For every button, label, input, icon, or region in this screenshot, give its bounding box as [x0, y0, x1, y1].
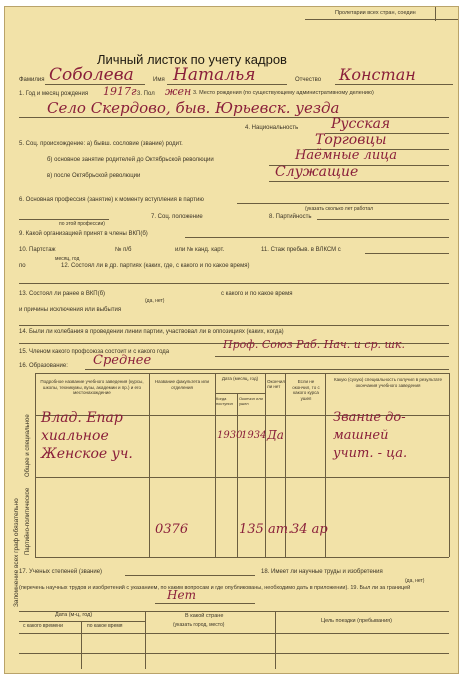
- side-general-education: Общее и специальное: [25, 414, 31, 477]
- party-label: 8. Партийность: [269, 214, 312, 220]
- institution-line-2: хиальное: [41, 428, 109, 444]
- surname-value: Соболева: [49, 65, 134, 85]
- social-origin-label: 5. Соц. происхождение: а) бывш. сословие (звание) родит.: [19, 141, 183, 147]
- note-hours: 135 ат.: [239, 522, 293, 537]
- name-label: Имя: [153, 77, 165, 83]
- bottom-head-country-sub: (указать город, место): [173, 622, 225, 628]
- year-finished: 1934: [241, 430, 267, 441]
- degrees-label: 17. Ученых степеней (звание): [19, 569, 103, 575]
- bottom-col-3: [275, 611, 276, 669]
- bottom-table-date-split: [19, 621, 145, 622]
- note-month: 34 ар: [291, 522, 328, 537]
- earlier-member-period: с какого и по какое время: [221, 291, 293, 297]
- table-col3: [237, 393, 238, 557]
- occupation-after-line: [269, 181, 449, 182]
- surname-label: Фамилия: [19, 77, 45, 83]
- abroad-label: (перечень научных трудов и изобретений с указанием, по каким вопросам и где опубликованы, необходимо дать в приложении). 19. Был ли за границей: [19, 585, 411, 591]
- bottom-head-country: В какой стране: [185, 613, 224, 619]
- party-card-label: № п/б: [115, 247, 132, 253]
- patronymic-line: [335, 84, 453, 85]
- table-head-date: Дата (месяц, год): [221, 376, 259, 381]
- degrees-line: [125, 575, 255, 576]
- education-value: Среднее: [93, 353, 152, 368]
- table-head-finished: Окончил ли нет: [267, 379, 285, 390]
- union-line: [215, 356, 449, 357]
- bottom-col-1: [81, 621, 82, 669]
- header-slogan: Пролетарии всех стран, соедин: [335, 10, 416, 16]
- occupation-before-value: Наёмные лица: [295, 148, 398, 163]
- specialty-line-3: учит. - ца.: [333, 446, 408, 461]
- scientific-works-sub: (да, нет): [405, 578, 425, 584]
- abroad-line: [155, 603, 255, 604]
- occupation-after-label: в) после Октябрьской революции: [47, 173, 141, 179]
- birthplace-label: 3. Место рождения (по существующему административному делению): [193, 90, 374, 96]
- table-head-faculty: Название факультета или отделения: [154, 379, 210, 390]
- table-head-course: Если не окончил, то с какого курса ушел: [292, 379, 320, 401]
- patronymic-label: Отчество: [295, 77, 322, 83]
- table-col1: [149, 373, 150, 557]
- bottom-head-from: с какого времени: [23, 623, 63, 629]
- table-top: [35, 373, 449, 374]
- exclusion-label: и причины исключения или выбытия: [19, 307, 122, 313]
- komsomol-label: 11. Стаж пребыв. в ВЛКСМ с: [261, 247, 341, 253]
- institution-line-1: Влад. Епар: [41, 410, 123, 426]
- birth-year: 1917г: [103, 85, 137, 98]
- other-parties-line: [19, 283, 449, 284]
- table-head-institution: Подробное название учебного заведения (курсы, школы, техникумы, вузы, академии и пр.) и его местонахождение: [40, 379, 144, 396]
- nationality-value: Русская: [331, 116, 391, 132]
- personnel-form: [4, 6, 459, 674]
- table-section-line: [35, 477, 449, 478]
- year-entered: 1930: [217, 430, 243, 441]
- side-instruction: Запомнение всех граф обязательно: [13, 498, 20, 607]
- table-head-specialty: Какую (сухую) специальность получил в результате окончания учебного заведения: [334, 377, 442, 388]
- scientific-works-label: 18. Имеет ли научные труды и изобретения: [261, 569, 383, 575]
- komsomol-line: [365, 253, 449, 254]
- profession-note: (указать сколько лет работал: [305, 206, 374, 212]
- finished-value: Да: [267, 428, 284, 442]
- education-line: [85, 369, 449, 370]
- profession-line: [237, 203, 449, 204]
- birth-label: 1. Год и месяц рождения: [19, 91, 89, 97]
- table-col0: [35, 373, 36, 557]
- side-party-education: Партийно-политическое: [25, 487, 31, 555]
- bottom-head-purpose: Цель поездки (пребывания): [321, 618, 392, 624]
- party-stage-sub: месяц, год: [55, 256, 80, 262]
- bottom-table-header-bottom: [19, 633, 449, 634]
- union-value: Проф. Союз Раб. Нач. и ср. шк.: [223, 338, 405, 351]
- table-date-split: [215, 393, 265, 394]
- social-status-label: 7. Соц. положение: [151, 214, 203, 220]
- party-line: [317, 219, 449, 220]
- nationality-label: 4. Национальность: [245, 125, 299, 131]
- specialty-line-1: Звание до-: [333, 410, 406, 425]
- education-label: 16. Образование:: [19, 363, 68, 369]
- patronymic-value: Констан: [339, 65, 416, 84]
- bottom-table-row: [19, 653, 449, 654]
- until-label: по: [19, 263, 26, 269]
- profession-years-line: [19, 219, 109, 220]
- accepted-by-label: 9. Какой организацией принят в члены ВКП(б): [19, 231, 148, 237]
- institution-line-3: Женское уч.: [41, 446, 133, 462]
- table-head-date-out: Окончил или ушел: [239, 396, 263, 406]
- party-stage-label: 10. Партстаж: [19, 247, 56, 253]
- table-col7: [449, 373, 450, 557]
- name-value: Наталья: [173, 65, 256, 85]
- accepted-by-line: [185, 237, 449, 238]
- specialty-line-2: машней: [333, 428, 389, 443]
- bottom-head-date: Дата (м-ц, год): [55, 612, 93, 618]
- sex-value: жен: [165, 85, 192, 98]
- earlier-member-sub: (да, нет): [145, 298, 165, 304]
- bottom-head-to: по какое время: [87, 623, 123, 629]
- abroad-value: Нет: [167, 588, 196, 602]
- profession-note2: по этой профессии): [59, 221, 105, 227]
- table-bottom: [35, 557, 449, 558]
- candidate-card-label: или № канд. карт.: [175, 247, 225, 253]
- occupation-after-value: Служащие: [275, 164, 359, 180]
- occupation-before-label: б) основное занятие родителей до Октябрьской революции: [47, 157, 214, 163]
- table-head-date-in: Когда поступил: [216, 396, 234, 406]
- bottom-col-2: [145, 611, 146, 669]
- earlier-member-label: 13. Состоял ли ранее в ВКП(б): [19, 291, 106, 297]
- form-title: Личный листок по учету кадров: [97, 52, 287, 67]
- profession-label: 6. Основная профессия (занятие) к моменту вступления в партию: [19, 197, 204, 203]
- union-label: 15. Членом какого профсоюза состоит и с какого года: [19, 349, 170, 355]
- exclusion-line: [19, 325, 449, 326]
- oppositions-label: 14. Были ли колебания в проведении линии партии, участвовал ли в оппозициях (каких, когда): [19, 329, 284, 335]
- note-number: 0376: [155, 522, 189, 537]
- header-divider-v: [435, 7, 436, 21]
- other-parties-label: 12. Состоял ли в др. партиях (каких, где, с какого и по какое время): [61, 263, 250, 269]
- sex-label: 3. Пол: [137, 91, 155, 97]
- social-origin-value: Торговцы: [315, 132, 387, 148]
- birthplace-value: Село Скердово, быв. Юрьевск. уезда: [47, 99, 340, 117]
